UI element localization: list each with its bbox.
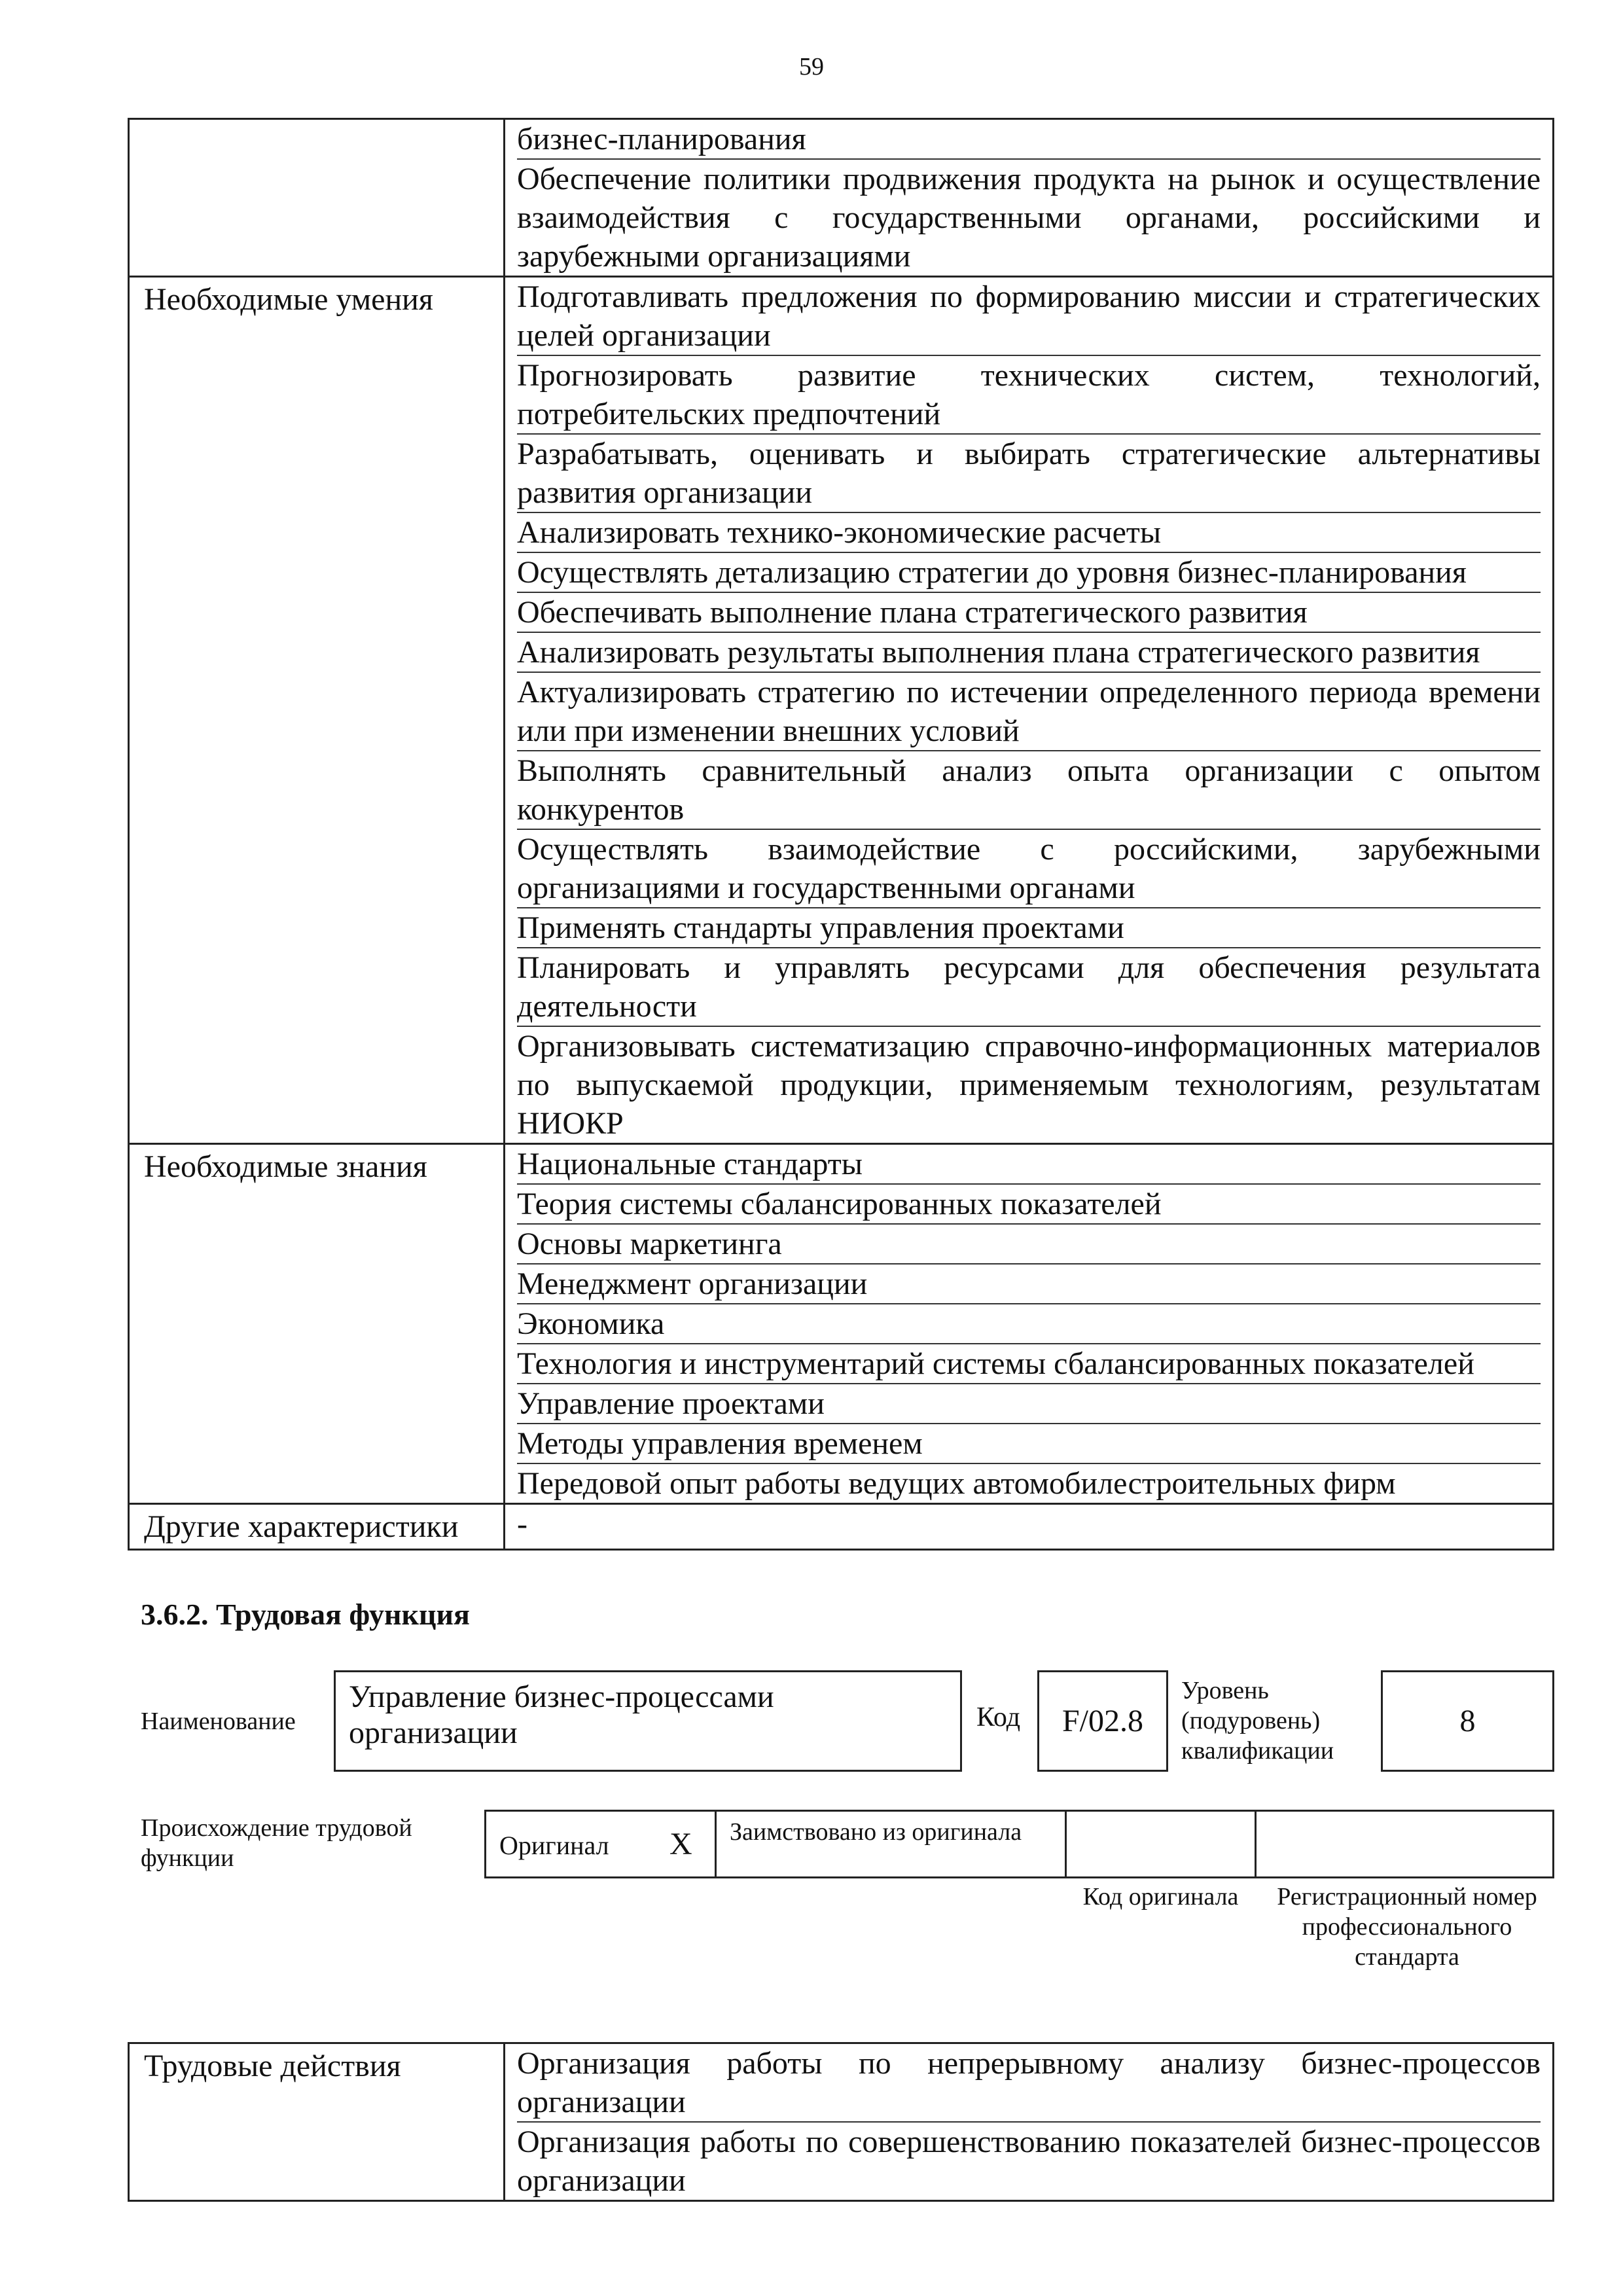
- table-row: [129, 277, 1554, 1144]
- original-mark: X: [669, 1827, 692, 1861]
- skill-item: Прогнозировать развитие технических систем, технологий, потребительских предпочтений: [517, 356, 1541, 435]
- code-value: F/02.8: [1061, 1704, 1144, 1738]
- actions-label: Трудовые действия: [129, 2043, 505, 2201]
- borrowed-label: Заимствовано из оригинала: [730, 1818, 1022, 1846]
- actions-list: [505, 2043, 1554, 2201]
- action-item: Организация работы по совершенствованию показателей бизнес-процессов организации: [517, 2125, 1541, 2198]
- knowledge-item: Управление проектами: [517, 1384, 1541, 1424]
- skills-label: Необходимые умения: [129, 277, 505, 1144]
- labor-actions-table: [128, 2042, 1554, 2202]
- skill-item: Актуализировать стратегию по истечении определенного периода времени или при изменении внешних условий: [517, 673, 1541, 751]
- knowledge-item: Теория системы сбалансированных показателей: [517, 1185, 1541, 1225]
- action-item: Организация работы по непрерывному анализу бизнес-процессов организации: [517, 2044, 1541, 2123]
- name-value: Управление бизнес-процессами организации: [349, 1679, 774, 1750]
- other-value: -: [505, 1504, 1554, 1550]
- reg-number-box: [1255, 1810, 1554, 1878]
- code-original-box: [1065, 1810, 1257, 1878]
- table-row: [129, 2043, 1554, 2201]
- knowledge-item: Менеджмент организации: [517, 1265, 1541, 1304]
- name-value-box: [334, 1670, 962, 1772]
- page-number: 59: [799, 53, 824, 81]
- knowledge-item: Методы управления временем: [517, 1424, 1541, 1464]
- code-original-label: Код оригинала: [1082, 1883, 1239, 1910]
- level-value-box: [1381, 1670, 1554, 1772]
- list-item: бизнес-планирования: [517, 120, 1541, 160]
- code-value-box: [1037, 1670, 1168, 1772]
- skill-item: Применять стандарты управления проектами: [517, 908, 1541, 948]
- skill-item: Планировать и управлять ресурсами для обеспечения результата деятельности: [517, 948, 1541, 1027]
- level-value: 8: [1459, 1704, 1476, 1738]
- table-row: [129, 1504, 1554, 1550]
- competency-table: [128, 118, 1554, 1551]
- skill-item: Анализировать результаты выполнения плана стратегического развития: [517, 633, 1541, 673]
- origin-label: Происхождение трудовой функции: [141, 1814, 412, 1872]
- section-heading: 3.6.2. Трудовая функция: [141, 1598, 470, 1631]
- table-row: [129, 1144, 1554, 1504]
- skill-item: Осуществлять детализацию стратегии до уровня бизнес-планирования: [517, 553, 1541, 593]
- skill-item: Подготавливать предложения по формированию миссии и стратегических целей организации: [517, 278, 1541, 356]
- original-box: [484, 1810, 717, 1878]
- skill-item: Выполнять сравнительный анализ опыта организации с опытом конкурентов: [517, 751, 1541, 830]
- knowledge-list: [505, 1144, 1554, 1504]
- table-row: [129, 119, 1554, 277]
- knowledge-item: Национальные стандарты: [517, 1145, 1541, 1185]
- knowledge-item: Технология и инструментарий системы сбалансированных показателей: [517, 1344, 1541, 1384]
- empty-label-cell: [129, 119, 505, 277]
- borrowed-box: [715, 1810, 1067, 1878]
- skill-item: Организовывать систематизацию справочно-информационных материалов по выпускаемой продукции, применяемым технологиям, результатам НИОКР: [517, 1029, 1541, 1141]
- content-cell: [505, 119, 1554, 277]
- other-label: Другие характеристики: [129, 1504, 505, 1550]
- skills-list: [505, 277, 1554, 1144]
- skill-item: Разрабатывать, оценивать и выбирать стратегические альтернативы развития организации: [517, 435, 1541, 513]
- reg-number-label: Регистрационный номер профессионального стандарта: [1277, 1883, 1537, 1971]
- original-label: Оригинал: [499, 1831, 609, 1860]
- knowledge-item: Экономика: [517, 1304, 1541, 1344]
- skill-item: Анализировать технико-экономические расчеты: [517, 513, 1541, 553]
- code-label: Код: [976, 1702, 1021, 1732]
- knowledge-item: Передовой опыт работы ведущих автомобилестроительных фирм: [517, 1466, 1396, 1501]
- knowledge-label: Необходимые знания: [129, 1144, 505, 1504]
- name-label: Наименование: [141, 1708, 296, 1735]
- knowledge-item: Основы маркетинга: [517, 1225, 1541, 1265]
- level-label: Уровень (подуровень) квалификации: [1181, 1677, 1334, 1765]
- list-item: Обеспечение политики продвижения продукта на рынок и осуществление взаимодействия с государственными органами, российскими и зарубежными организациями: [517, 162, 1541, 274]
- skill-item: Осуществлять взаимодействие с российскими, зарубежными организациями и государственными органами: [517, 830, 1541, 908]
- skill-item: Обеспечивать выполнение плана стратегического развития: [517, 593, 1541, 633]
